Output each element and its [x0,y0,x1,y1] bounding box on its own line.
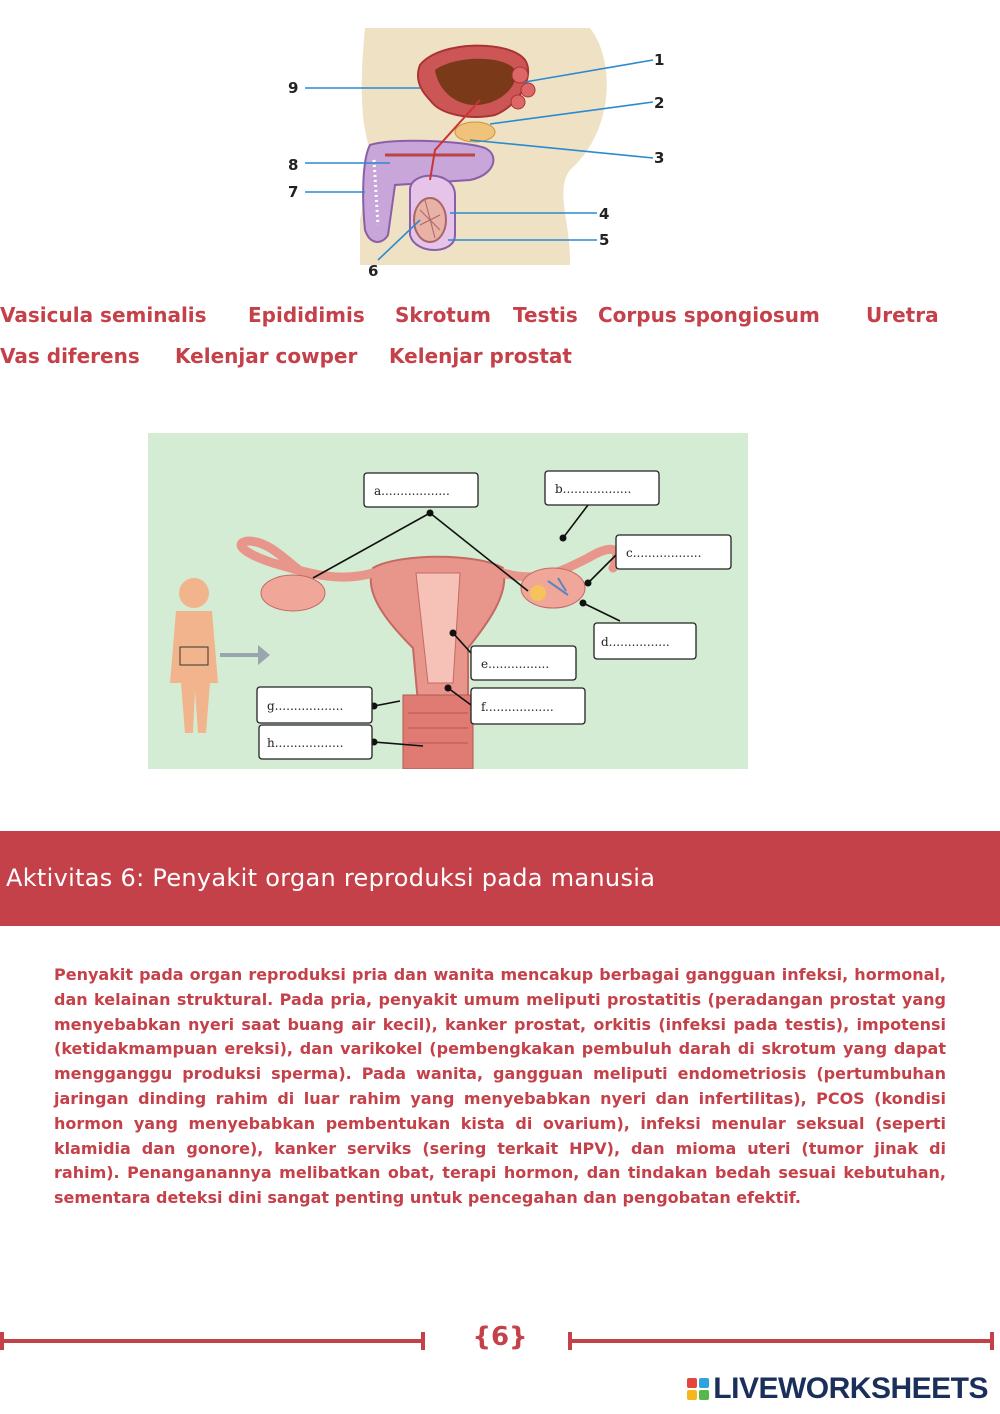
liveworksheets-brand[interactable] [687,1372,988,1406]
male-label-9: 9 [288,79,299,97]
footer-tick [990,1332,994,1350]
disease-paragraph: Penyakit pada organ reproduksi pria dan wanita mencakup berbagai gangguan infeksi, hormonal, dan kelainan struktural. Pada pria, penyakit umum meliputi prostatitis (peradangan prostat yang menyebabkan nyeri saat buang air kecil), kanker prostat, orkitis (infeksi pada testis), impotensi (ketidakmampuan ereksi), dan varikokel (pembengkakan pembuluh darah di skrotum yang dapat mengganggu produksi sperma). Pada wanita, gangguan meliputi endometriosis (pertumbuhan jaringan dinding rahim di luar rahim yang menyebabkan nyeri dan infertilitas), PCOS (kondisi hormon yang menyebabkan pembentukan kista di ovarium), infeksi menular seksual (seperti klamidia dan gonore), kanker serviks (sering terkait HPV), dan mioma uteri (tumor jinak di rahim). Penanganannya melibatkan obat, terapi hormon, dan tindakan bedah sesuai kebutuhan, sementara deteksi dini sangat penting untuk pencegahan dan pengobatan efektif. [54,965,946,1208]
footer-tick [568,1332,572,1350]
word-vas-diferens: Vas diferens [0,344,140,368]
label-g: g.................. [267,699,344,713]
footer-rule-right [568,1339,994,1343]
label-h: h.................. [267,736,344,750]
footer-rule-left [0,1339,425,1343]
page-number: {6} [472,1322,528,1352]
female-reproductive-diagram [148,433,748,769]
word-kelenjar-cowper: Kelenjar cowper [175,344,358,368]
label-f: f.................. [481,700,554,714]
word-testis: Testis [513,303,578,327]
label-a: a.................. [374,484,450,498]
banner-title: Aktivitas 6: Penyakit organ reproduksi pada manusia [6,864,656,892]
male-label-4: 4 [599,205,610,223]
male-label-2: 2 [654,94,665,112]
word-vasicula-seminalis: Vasicula seminalis [0,303,207,327]
label-d: d................ [601,635,670,649]
word-uretra: Uretra [866,303,939,327]
male-reproductive-diagram [270,20,690,282]
male-label-6: 6 [368,262,379,280]
word-kelenjar-prostat: Kelenjar prostat [389,344,572,368]
footer-tick [0,1332,4,1350]
activity-banner [0,831,1000,926]
label-c: c.................. [626,546,702,560]
word-corpus-spongiosum: Corpus spongiosum [598,303,820,327]
male-label-7: 7 [288,183,299,201]
male-label-8: 8 [288,156,299,174]
brand-text: LIVEWORKSHEETS [713,1372,988,1405]
word-skrotum: Skrotum [395,303,491,327]
label-e: e................ [481,657,550,671]
liveworksheets-logo-icon [687,1378,709,1400]
footer-tick [421,1332,425,1350]
label-b: b.................. [555,482,632,496]
word-epididimis: Epididimis [248,303,365,327]
male-label-5: 5 [599,231,610,249]
male-label-1: 1 [654,51,665,69]
male-label-3: 3 [654,149,665,167]
